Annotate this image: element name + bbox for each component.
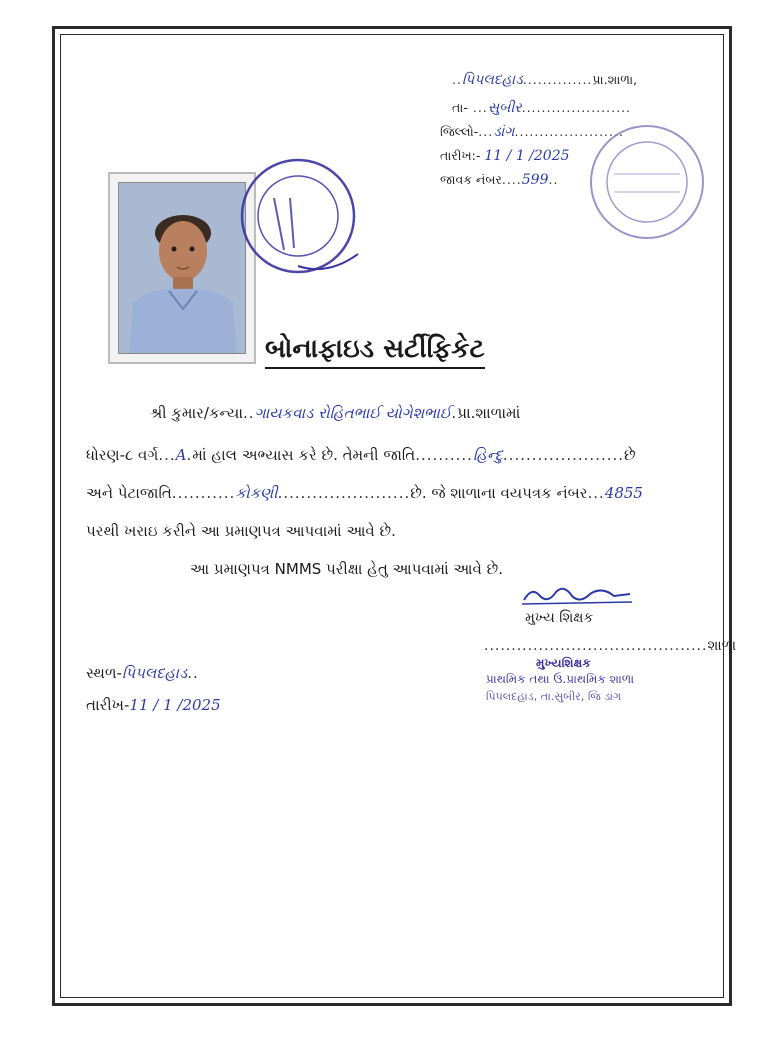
student-name: ગાયકવાડ રોહિતભાઈ યોગેશભાઈ bbox=[254, 404, 452, 422]
district-value: ડાંગ bbox=[493, 124, 515, 140]
class-value: A bbox=[175, 446, 187, 464]
round-stamp-right bbox=[584, 122, 710, 242]
certificate-title: બોનાફાઇડ સર્ટીફિકેટ bbox=[265, 334, 485, 369]
header-school-line: ..પિપલદહાડ..............પ્રા.શાળા, bbox=[452, 72, 638, 88]
place-date-line bbox=[86, 696, 221, 714]
place-date-label: તારીખ- bbox=[86, 696, 130, 714]
principal-title: મુખ્ય શિક્ષક bbox=[525, 610, 594, 626]
line3-prefix: અને પેટાજાતિ bbox=[86, 484, 172, 502]
body-line-4: પરથી ખરાઇ કરીને આ પ્રમાણપત્ર આપવામાં આવે છે. bbox=[86, 522, 396, 540]
line3-middle: છે. જે શાળાના વયપત્રક નંબર bbox=[410, 484, 588, 502]
stamp-line-2: પ્રાથમિક તથા ઉ.પ્રાથમિક શાળા bbox=[486, 672, 635, 686]
line1-suffix: પ્રા.શાળામાં bbox=[457, 404, 521, 422]
header-date-line bbox=[440, 148, 570, 164]
place-line: સ્થળ-પિપલદહાડ.. bbox=[86, 664, 199, 682]
outward-label: જાવક નંબર bbox=[440, 172, 502, 187]
body-line-1: શ્રી કુમાર/કન્યા..ગાયકવાડ રોહિતભાઈ યોગેશભાઈ.પ્રા.શાળામાં bbox=[150, 404, 521, 422]
school-suffix: પ્રા.શાળા, bbox=[592, 72, 638, 87]
place-date-value: 11 / 1 /2025 bbox=[129, 696, 221, 714]
line2-prefix: ધોરણ-૮ વર્ગ bbox=[86, 446, 159, 464]
line2-suffix: છે bbox=[624, 446, 636, 464]
header-taluka-line: તા- ...સુબીર...................... bbox=[452, 100, 632, 116]
subcaste-value: કોકણી bbox=[235, 484, 278, 502]
place-label: સ્થળ- bbox=[86, 664, 123, 682]
outward-value: 599 bbox=[521, 172, 549, 188]
body-line-5: આ પ્રમાણપત્ર NMMS પરીક્ષા હેતુ આપવામાં આવે છે. bbox=[190, 560, 503, 578]
place-value: પિપલદહાડ bbox=[122, 664, 188, 682]
stamp-line-1: મુખ્યશિક્ષક bbox=[536, 656, 591, 670]
caste-value: હિન્દુ bbox=[472, 446, 503, 464]
signature-school-line: .........................................શાળા bbox=[484, 638, 737, 654]
principal-signature bbox=[518, 582, 638, 610]
round-stamp-photo bbox=[228, 150, 366, 290]
line1-prefix: શ્રી કુમાર/કન્યા bbox=[150, 404, 244, 422]
line2-middle: માં હાલ અભ્યાસ કરે છે. તેમની જાતિ bbox=[192, 446, 416, 464]
date-label: તારીખ:- bbox=[440, 148, 481, 163]
taluka-label: તા- bbox=[452, 100, 468, 115]
taluka-value: સુબીર bbox=[487, 100, 522, 116]
body-line-3: અને પેટાજાતિ...........કોકણી.......................છે. જે શાળાના વયપત્રક નંબર...4855 bbox=[86, 484, 643, 502]
header-outward-line: જાવક નંબર....599.. bbox=[440, 172, 559, 188]
student-portrait bbox=[119, 183, 246, 354]
register-number: 4855 bbox=[604, 484, 643, 502]
district-label: જિલ્લો- bbox=[440, 124, 479, 139]
date-value: 11 / 1 /2025 bbox=[484, 148, 570, 164]
stamp-line-3: પિપલદહાડ, તા.સુબીર, જિ ડાંગ bbox=[486, 690, 621, 703]
school-name-handwritten: પિપલદહાડ bbox=[461, 72, 523, 88]
signature-school-suffix: શાળા bbox=[707, 638, 737, 654]
header-district-line: જિલ્લો-...ડાંગ...................... bbox=[440, 124, 624, 140]
body-line-2: ધોરણ-૮ વર્ગ...A.માં હાલ અભ્યાસ કરે છે. તેમની જાતિ..........હિન્દુ.....................છે bbox=[86, 446, 636, 464]
